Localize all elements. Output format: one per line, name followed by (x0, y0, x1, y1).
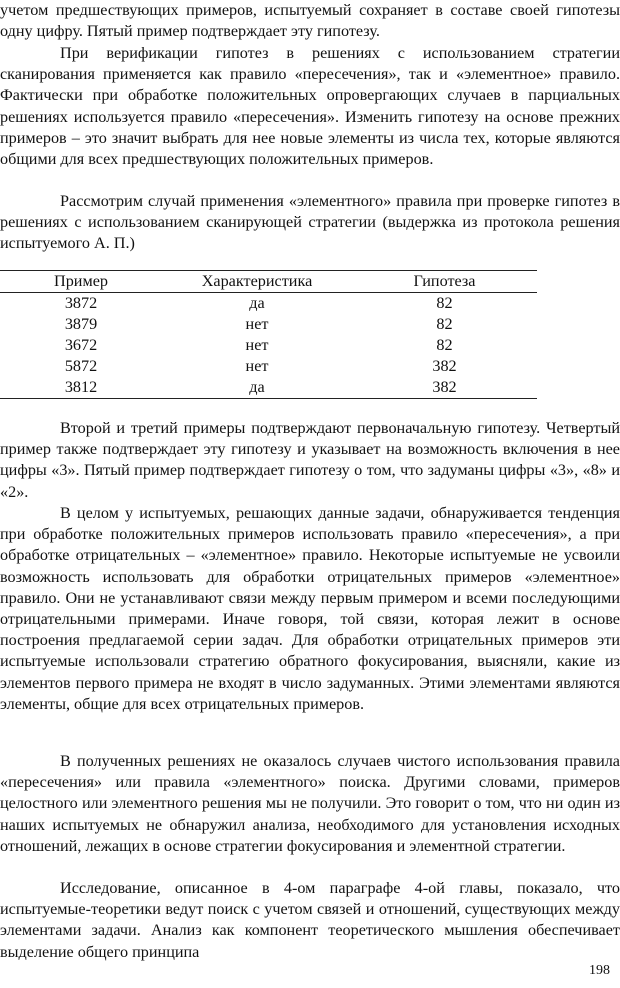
cell-hypothesis: 82 (436, 294, 453, 312)
header-hypothesis: Гипотеза (352, 271, 537, 293)
paragraph-4: Второй и третий примеры подтверждают первоначальную гипотезу. Четвертый пример также подтверждает эту гипотезу и указывает на возможность включения в нее цифры «3». Пятый пример подтверждает гипотезу о том, что задуманы цифры «3», «8» и «2». (0, 419, 620, 501)
cell-hypothesis: 82 (436, 315, 453, 333)
table-row (0, 293, 537, 315)
cell-hypothesis: 82 (436, 336, 453, 354)
cell-characteristic: да (249, 294, 265, 312)
paragraph-7: Исследование, описанное в 4-ом параграфе 4-ой главы, показало, что испытуемые-теоретики ведут поиск с учетом связей и отношений, существующих между элементами задачи. Анализ как компонент теоретического мышления обеспечивает выделение общего принципа (0, 879, 620, 961)
protocol-table (0, 270, 537, 399)
cell-characteristic: нет (245, 315, 269, 333)
table-row (0, 335, 537, 356)
cell-example: 3812 (64, 378, 98, 396)
paragraph-5: В целом у испытуемых, решающих данные задачи, обнаруживается тенденция при обработке положительных примеров использовать правило «пересечения», а при обработке отрицательных – «элементное» правило. Некоторые испытуемые не усвоили возможность использовать для обработки отрицательных примеров «элементное» правило. Они не устанавливают связи между первым примером и всеми последующими отрицательными примерами. Иначе говоря, той связи, которая лежит в основе построения предлагаемой серии задач. Для обработки отрицательных примеров эти испытуемые использовали стратегию обратного фокусирования, выясняли, какие из элементов первого примера не входят в число задуманных. Этими элементами являются элементы, общие для всех отрицательных примеров. (0, 504, 620, 713)
header-example: Пример (0, 271, 162, 293)
cell-example: 3879 (64, 315, 98, 333)
table-row (0, 314, 537, 335)
paragraph-3: Рассмотрим случай применения «элементного» правила при проверке гипотез в решениях с использованием сканирующей стратегии (выдержка из протокола решения испытуемого А. П.) (0, 192, 620, 253)
table-row (0, 377, 537, 398)
cell-characteristic: нет (245, 336, 269, 354)
cell-hypothesis: 382 (432, 357, 457, 375)
page-number: 198 (589, 963, 610, 978)
table-header-row (0, 271, 537, 293)
cell-characteristic: да (249, 378, 265, 396)
cell-example: 3872 (64, 294, 98, 312)
paragraph-2: При верификации гипотез в решениях с использованием стратегии сканирования применяется как правило «пересечения», так и «элементное» правило. Фактически при обработке положительных опровергающих случаев в парциальных решениях используется правило «пересечения». Изменить гипотезу на основе прежних примеров – это значит выбрать для нее новые элементы из числа тех, которые являются общими для всех предшествующих положительных примеров. (0, 44, 620, 169)
table-row (0, 356, 537, 377)
cell-example: 5872 (64, 357, 98, 375)
paragraph-6: В полученных решениях не оказалось случаев чистого использования правила «пересечения» или правила «элементного» поиска. Другими словами, примеров целостного или элементного решения мы не получили. Это говорит о том, что ни один из наших испытуемых не обнаружил анализа, необходимого для установления исходных отношений, лежащих в основе стратегии фокусирования и элементной стратегии. (0, 752, 620, 855)
cell-characteristic: нет (245, 357, 269, 375)
cell-hypothesis: 382 (432, 378, 457, 396)
paragraph-1: учетом предшествующих примеров, испытуемый сохраняет в составе своей гипотезы одну цифру. Пятый пример подтверждает эту гипотезу. (0, 1, 620, 41)
protocol-table-grid (0, 271, 537, 398)
header-characteristic: Характеристика (162, 271, 352, 293)
cell-example: 3672 (64, 336, 98, 354)
